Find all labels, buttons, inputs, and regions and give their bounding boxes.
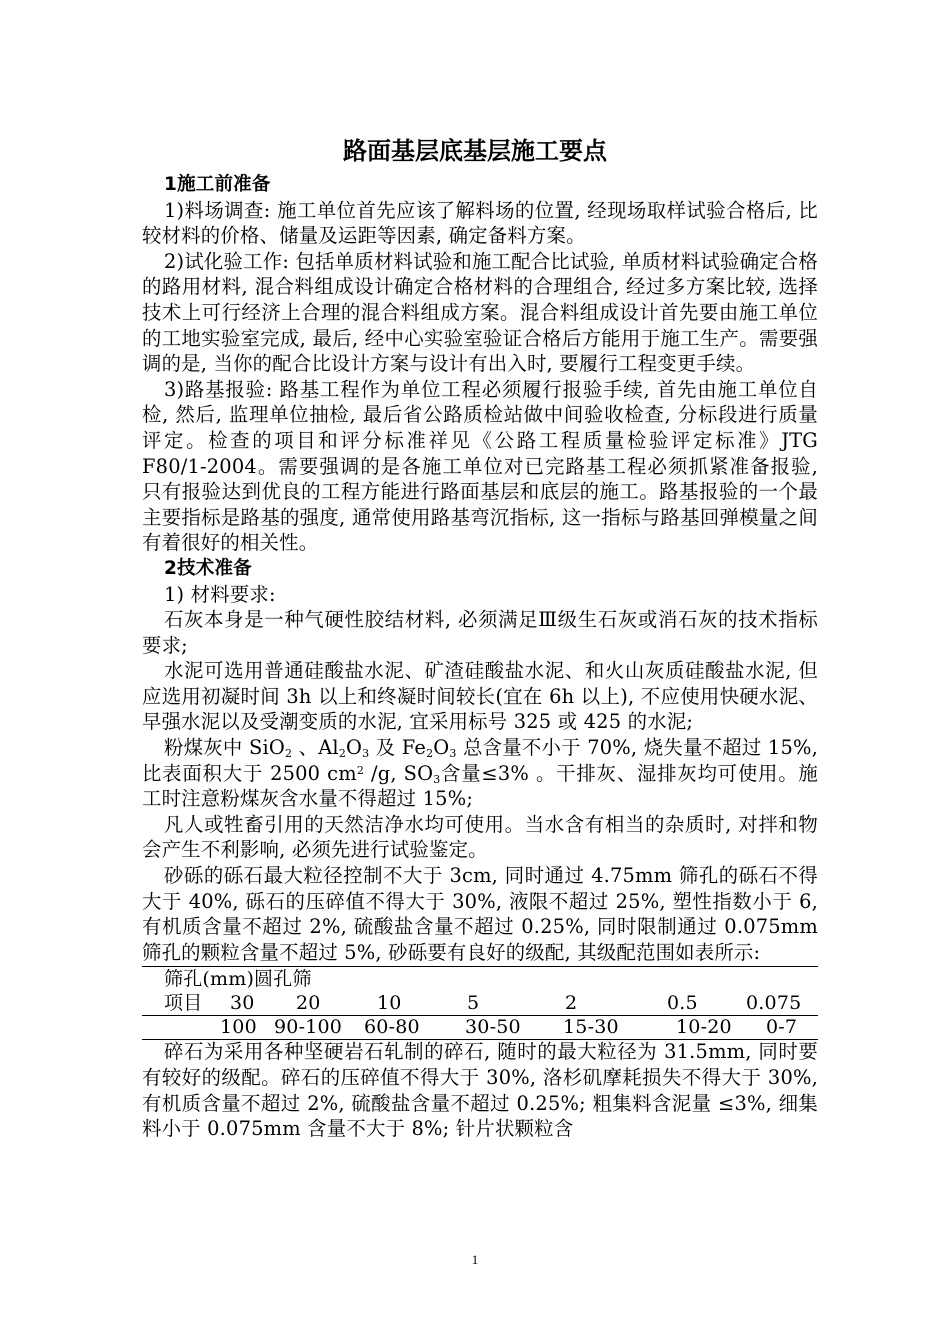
table-size-cell: 30 (230, 992, 255, 1015)
table-size-cell: 20 (296, 992, 321, 1015)
table-value-cell: 15-30 (563, 1016, 619, 1039)
paragraph-fly-ash: 粉煤灰中 SiO$_2$ 、$Al_2O_3$ 及 $Fe_2O_3$ 总含量不小于 70%, 烧失量不超过 15%, 比表面积大于 2500 $cm^2$ /g, $SO_3$含量≤3% 。干排灰、湿排灰均可使用。施工时注意粉煤灰含水量不得超过 15%; (142, 736, 818, 811)
table-value-cell: 0-7 (766, 1016, 798, 1039)
table-value-cell: 10-20 (676, 1016, 732, 1039)
table-size-cell: 0.075 (746, 992, 802, 1015)
paragraph-subgrade-inspection: 3)路基报验: 路基工程作为单位工程必须履行报验手续, 首先由施工单位自检, 然后, 监理单位抽检, 最后省公路质检站做中间验收检查, 分标段进行质量评定。检查的项目和评分标准祥见《公路工程质量检验评定标准》JTG F80/1-2004。需要强调的是各施工单位对已完路基工程必须抓紧准备报验, 只有报验达到优良的工程方能进行路面基层和底层的施工。路基报验的一个最主要指标是路基的强度, 通常使用路基弯沉指标, 这一指标与路基回弹模量之间有着很好的相关性。 (142, 377, 818, 555)
table-value-cell: 90-100 (274, 1016, 343, 1039)
table-size-cell: 0.5 (667, 992, 698, 1015)
table-header-sieve: 筛孔(mm)圆孔筛 (164, 968, 312, 991)
section-heading-1: 1施工前准备 (164, 174, 271, 195)
gradation-table (142, 965, 818, 1039)
paragraph-material-survey: 1)料场调查: 施工单位首先应该了解料场的位置, 经现场取样试验合格后, 比较材料的价格、储量及运距等因素, 确定备料方案。 (142, 198, 818, 248)
page-number: 1 (471, 1252, 479, 1267)
document-body (142, 172, 818, 1142)
paragraph-water: 凡人或牲畜引用的天然洁净水均可使用。当水含有相当的杂质时, 对拌和物会产生不利影响, 必须先进行试验鉴定。 (142, 812, 818, 862)
table-size-cell: 10 (377, 992, 402, 1015)
table-size-cell: 2 (565, 992, 578, 1015)
paragraph-lab-testing: 2)试化验工作: 包括单质材料试验和施工配合比试验, 单质材料试验确定合格的路用材料, 混合料组成设计确定合格材料的合理组合, 经过多方案比较, 选择技术上可行经济上合理的混合料组成方案。混合料组成设计首先要由施工单位的工地实验室完成, 最后, 经中心实验室验证合格后方能用于施工生产。需要强调的是, 当你的配合比设计方案与设计有出入时, 要履行工程变更手续。 (142, 249, 818, 376)
paragraph-gravel: 砂砾的砾石最大粒径控制不大于 3cm, 同时通过 4.75mm 筛孔的砾石不得大于 40%, 砾石的压碎值不得大于 30%, 液限不超过 25%, 塑性指数小于 6, 有机质含量不超过 2%, 硫酸盐含量不超过 0.25%, 同时限制通过 0.075mm 筛孔的颗粒含量不超过 5%, 砂砾要有良好的级配, 其级配范围如表所示: (142, 864, 818, 964)
table-value-cell: 60-80 (364, 1016, 420, 1039)
page-title: 路面基层底基层施工要点 (343, 137, 607, 165)
paragraph-cement: 水泥可选用普通硅酸盐水泥、矿渣硅酸盐水泥、和火山灰质硅酸盐水泥, 但应选用初凝时间 3h 以上和终凝时间较长(宜在 6h 以上), 不应使用快硬水泥、早强水泥以及受潮变质的水泥, 宜采用标号 325 或 425 的水泥; (142, 659, 818, 734)
paragraph-crushed-stone: 碎石为采用各种坚硬岩石轧制的碎石, 随时的最大粒径为 31.5mm, 同时要有较好的级配。碎石的压碎值不得大于 30%, 洛杉矶摩耗损失不得大于 30%, 有机质含量不超过 2%, 硫酸盐含量不超过 0.25%; 粗集料含泥量 ≤3%, 细集料小于 0.075mm 含量不大于 8%; 针片状颗粒含 (142, 1040, 818, 1141)
table-size-cell: 5 (467, 992, 480, 1015)
table-value-cell: 100 (220, 1016, 257, 1039)
section-heading-2: 2技术准备 (164, 557, 252, 579)
paragraph-lime: 石灰本身是一种气硬性胶结材料, 必须满足Ⅲ级生石灰或消石灰的技术指标要求; (142, 608, 818, 657)
table-value-cell: 30-50 (465, 1016, 521, 1039)
paragraph-material-requirements: 1) 材料要求: (164, 582, 276, 606)
table-row-label: 项目 (164, 992, 203, 1015)
table-bottom-rule (142, 1039, 818, 1040)
